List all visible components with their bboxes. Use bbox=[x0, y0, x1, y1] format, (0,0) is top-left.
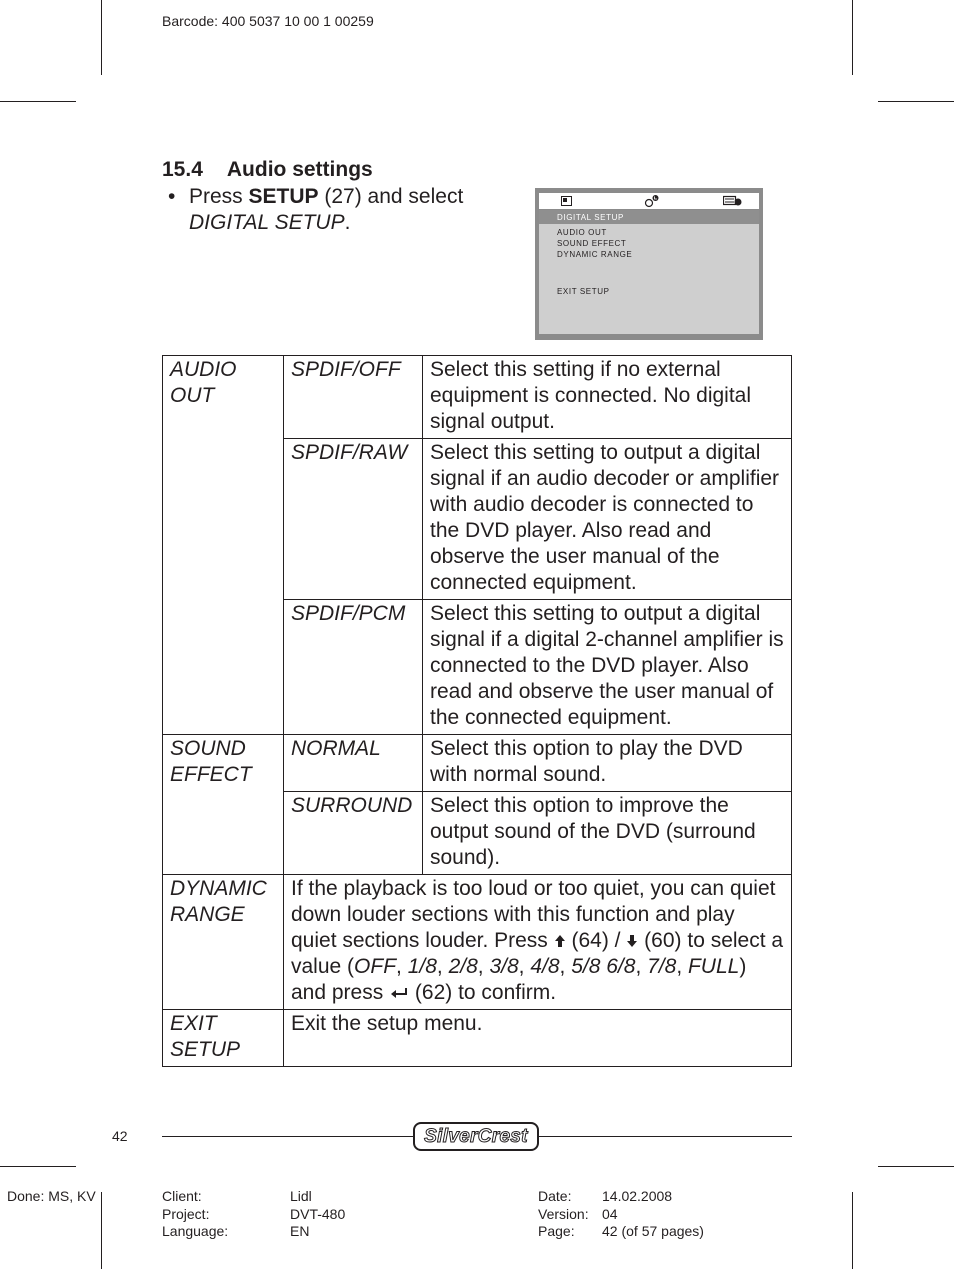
section-number: 15.4 bbox=[162, 158, 203, 181]
client-value: Lidl bbox=[290, 1188, 312, 1204]
crop-mark bbox=[101, 1192, 102, 1269]
section-title: Audio settings bbox=[226, 158, 373, 181]
instruction-text: Press SETUP (27) and select DIGITAL SETUP. bbox=[189, 185, 464, 234]
digital-setup-ref: DIGITAL SETUP bbox=[189, 211, 345, 234]
option-description: Select this option to play the DVD with normal sound. bbox=[423, 735, 792, 792]
done-by: Done: MS, KV bbox=[7, 1188, 96, 1204]
project-value: DVT-480 bbox=[290, 1206, 346, 1222]
exit-setup-description: Exit the setup menu. bbox=[284, 1010, 792, 1067]
page-label: Page: bbox=[538, 1223, 575, 1239]
date-label: Date: bbox=[538, 1188, 572, 1204]
preferences-tab-icon bbox=[723, 195, 743, 207]
osd-menu-item: SOUND EFFECT bbox=[557, 239, 627, 248]
option-name: SURROUND bbox=[284, 792, 423, 875]
audio-settings-table bbox=[162, 355, 792, 1067]
page-number: 42 bbox=[112, 1128, 128, 1144]
dynamic-range-description: If the playback is too loud or too quiet, you can quiet down louder sections with this function and play quiet sections louder. Press (64) / (60) to select a value (OFF, 1/8, 2/8, 3/8, 4/8, 5/8 6/8, 7/8, FULL) and press (62) to confirm. bbox=[284, 875, 792, 1010]
audio-settings-tab-icon bbox=[643, 194, 661, 208]
setting-name-sound-effect: SOUND EFFECT bbox=[163, 735, 284, 875]
date-value: 14.02.2008 bbox=[602, 1188, 673, 1204]
setup-key: SETUP bbox=[248, 185, 319, 208]
option-description: Select this setting to output a digital signal if an audio decoder or amplifier with audio decoder is connected to the DVD player. Also read and observe the user manual of the connected equipment. bbox=[423, 439, 792, 600]
table-row bbox=[163, 356, 792, 439]
osd-menu-panel bbox=[539, 210, 759, 334]
crop-mark bbox=[852, 1192, 853, 1269]
setting-name-audio-out: AUDIO OUT bbox=[163, 356, 284, 735]
option-name: SPDIF/PCM bbox=[284, 600, 423, 735]
crop-mark bbox=[878, 101, 954, 102]
option-name: SPDIF/OFF bbox=[284, 356, 423, 439]
footer-rule bbox=[162, 1136, 414, 1137]
table-row bbox=[163, 875, 792, 1010]
speaker-tab-icon bbox=[561, 196, 573, 206]
osd-exit-item: EXIT SETUP bbox=[557, 287, 610, 296]
table-row bbox=[163, 1010, 792, 1067]
crop-mark bbox=[101, 0, 102, 75]
option-name: SPDIF/RAW bbox=[284, 439, 423, 600]
option-description: Select this setting to output a digital signal if a digital 2-channel amplifier is connected to the DVD player. Also read and observe the user manual of the connected equipment. bbox=[423, 600, 792, 735]
crop-mark bbox=[852, 0, 853, 75]
option-description: Select this setting if no external equipment is connected. No digital signal output. bbox=[423, 356, 792, 439]
osd-menu-item: AUDIO OUT bbox=[557, 228, 607, 237]
crop-mark bbox=[878, 1166, 954, 1167]
arrow-down-icon bbox=[626, 934, 638, 948]
osd-tab-bar bbox=[539, 193, 759, 209]
option-name: NORMAL bbox=[284, 735, 423, 792]
version-label: Version: bbox=[538, 1206, 589, 1222]
footer-rule bbox=[538, 1136, 792, 1137]
osd-menu-item: DYNAMIC RANGE bbox=[557, 250, 633, 259]
project-label: Project: bbox=[162, 1206, 210, 1222]
instruction-bullet: • bbox=[168, 185, 176, 208]
crop-mark bbox=[0, 1166, 76, 1167]
table-row bbox=[163, 735, 792, 792]
option-description: Select this option to improve the output sound of the DVD (surround sound). bbox=[423, 792, 792, 875]
page-value: 42 (of 57 pages) bbox=[602, 1223, 704, 1239]
enter-icon bbox=[389, 987, 409, 999]
version-value: 04 bbox=[602, 1206, 618, 1222]
crop-mark bbox=[0, 101, 76, 102]
barcode-text: Barcode: 400 5037 10 00 1 00259 bbox=[162, 13, 374, 29]
osd-header: DIGITAL SETUP bbox=[557, 213, 624, 222]
language-value: EN bbox=[290, 1223, 310, 1239]
osd-screen bbox=[535, 188, 763, 340]
setting-name-dynamic-range: DYNAMIC RANGE bbox=[163, 875, 284, 1010]
language-label: Language: bbox=[162, 1223, 229, 1239]
arrow-up-icon bbox=[554, 934, 566, 948]
setting-name-exit-setup: EXIT SETUP bbox=[163, 1010, 284, 1067]
silvercrest-logo: SilverCrest bbox=[413, 1122, 539, 1151]
client-label: Client: bbox=[162, 1188, 202, 1204]
section-heading bbox=[162, 158, 373, 182]
